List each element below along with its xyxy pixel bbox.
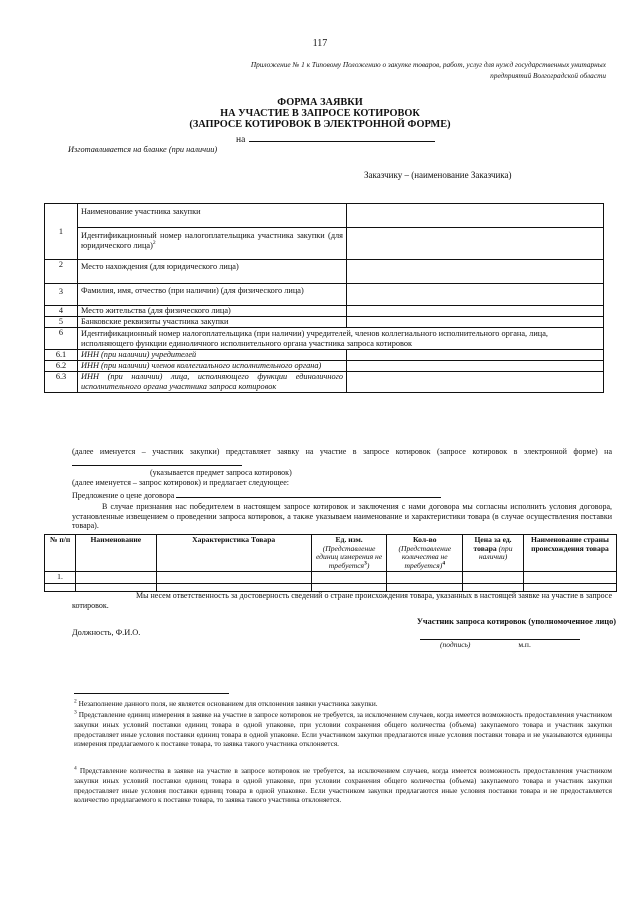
col-unit-header: Ед. изм. (Представление единиц измерения не требуется$^3$) bbox=[311, 535, 387, 572]
row-value[interactable] bbox=[347, 372, 604, 393]
page-number: 117 bbox=[312, 38, 328, 49]
row-label: Наименование участника закупки bbox=[78, 204, 347, 228]
row-label: Идентификационный номер налогоплательщика (при наличии) учредителей, членов коллегиального исполнительного органа, лица, исполняющего функции единоличного исполнительного органа участника запроса котировок bbox=[78, 328, 604, 350]
cell-country[interactable] bbox=[523, 572, 616, 584]
participant-info-table bbox=[44, 203, 604, 393]
price-field[interactable] bbox=[176, 489, 441, 498]
row-number: 1 bbox=[45, 204, 78, 260]
table-row bbox=[45, 372, 604, 393]
table-header-row bbox=[45, 535, 617, 572]
footnote-4: $^4$ Представление количества в заявке на участие в запросе котировок не требуется, за исключением случаев, когда имеется возможность предоставления участником закупки иных условий поставки единиц товара в одной упаковке, при условии сохранения общего количества (объема) закупаемого товара и участник закупки предоставляет иные условия поставки единиц товара в одной упаковке. Если участником закупки предлагаются иные условия поставки товара и не предоставляется количество предлагаемого к поставке товара, то заявка такого участника отклоняется. bbox=[74, 765, 613, 805]
row-number: 4 bbox=[45, 306, 78, 317]
signature-title: Участник запроса котировок (уполномоченное лицо) bbox=[416, 617, 616, 626]
row-number: 5 bbox=[45, 317, 78, 328]
title-line-2: НА УЧАСТИЕ В ЗАПРОСЕ КОТИРОВОК bbox=[220, 108, 420, 119]
table-row bbox=[45, 284, 604, 306]
hereinafter-text: (далее именуется – запрос котировок) и предлагает следующее: bbox=[72, 478, 289, 487]
row-number: 1. bbox=[45, 572, 76, 584]
row-value[interactable] bbox=[347, 361, 604, 372]
cell-unit[interactable] bbox=[311, 572, 387, 584]
table-row bbox=[45, 361, 604, 372]
row-label: ИНН (при наличии) лица, исполняющего функции единоличного исполнительного органа участника запроса котировок bbox=[78, 372, 347, 393]
na-label: на bbox=[236, 135, 246, 145]
col-name-header: Наименование bbox=[76, 535, 157, 572]
row-label: Место жительства (для физического лица) bbox=[78, 306, 347, 317]
subject-underline[interactable] bbox=[249, 132, 435, 142]
row-label: ИНН (при наличии) учредителей bbox=[78, 350, 347, 361]
row-label: Банковские реквизиты участника закупки bbox=[78, 317, 347, 328]
position-label: Должность, Ф.И.О. bbox=[72, 628, 141, 637]
cell-qty[interactable] bbox=[387, 572, 463, 584]
table-row bbox=[45, 317, 604, 328]
table-row bbox=[45, 306, 604, 317]
table-row bbox=[45, 572, 617, 584]
cell-name[interactable] bbox=[76, 572, 157, 584]
table-row bbox=[45, 228, 604, 260]
subject-caption: (указывается предмет запроса котировок) bbox=[150, 468, 292, 477]
customer-line: Заказчику – (наименование Заказчика) bbox=[364, 170, 512, 180]
col-price-header: Цена за ед. товара (при наличии) bbox=[463, 535, 524, 572]
signature-caption: (подпись) м.п. bbox=[440, 640, 531, 649]
col-country-header: Наименование страны происхождения товара bbox=[523, 535, 616, 572]
table-row bbox=[45, 350, 604, 361]
col-qty-header: Кол-во (Представление количества не требуется)$^4$ bbox=[387, 535, 463, 572]
row-number: 6.3 bbox=[45, 372, 78, 393]
row-label: ИНН (при наличии) членов коллегиального исполнительного органа) bbox=[78, 361, 347, 372]
table-row bbox=[45, 204, 604, 228]
title-line-1: ФОРМА ЗАЯВКИ bbox=[277, 97, 363, 108]
col-char-header: Характеристика Товара bbox=[156, 535, 311, 572]
row-number: 6.2 bbox=[45, 361, 78, 372]
form-title bbox=[0, 97, 640, 130]
row-value[interactable] bbox=[347, 284, 604, 306]
row-number: 6.1 bbox=[45, 350, 78, 361]
annex-note: Приложение № 1 к Типовому Положению о закупке товаров, работ, услуг для нужд государственных унитарных предприятий Волгоградской области bbox=[250, 60, 606, 80]
intro-paragraph: (далее именуется – участник закупки) представляет заявку на участие в запросе котировок (запросе котировок в электронной форме) на bbox=[72, 447, 612, 468]
row-value[interactable] bbox=[347, 228, 604, 260]
row-number: 2 bbox=[45, 260, 78, 284]
row-label: Идентификационный номер налогоплательщика участника закупки (для юридического лица)$^2$ bbox=[78, 228, 347, 260]
blank-note: Изготавливается на бланке (при наличии) bbox=[68, 145, 218, 154]
winner-paragraph: В случае признания нас победителем в настоящем запросе котировок и заключения с нами договора мы согласны исполнить условия договора, установленные извещением о проведении запроса котировок, а также указываем наименование и характеристики товара (в случае осуществления поставки товара). bbox=[72, 502, 612, 531]
goods-table bbox=[44, 534, 617, 592]
row-value[interactable] bbox=[347, 317, 604, 328]
footnote-3: $^3$ Представление единиц измерения в заявке на участие в запросе котировок не требуется, за исключением случаев, когда имеется возможность предоставления участником закупки иных условий поставки единиц товара в одной упаковке, при условии сохранения общего количества (объема) закупаемого товара и участник закупки предоставляет иные условия поставки единиц товара в одной упаковке. Если участником закупки предлагаются иные условия поставки товара и не указываются единицы измерения предлагаемого к поставке товара, то заявка такого участника отклоняется. bbox=[74, 709, 613, 749]
row-value[interactable] bbox=[347, 260, 604, 284]
row-value[interactable] bbox=[347, 350, 604, 361]
price-offer: Предложение о цене договора bbox=[72, 489, 441, 501]
title-line-3: (ЗАПРОСЕ КОТИРОВОК В ЭЛЕКТРОННОЙ ФОРМЕ) bbox=[189, 119, 451, 130]
subject-field[interactable] bbox=[72, 457, 242, 466]
responsibility-text: Мы несем ответственность за достоверность сведений о стране происхождения товара, указанных в настоящей заявке на участие в запросе котировок. bbox=[72, 591, 612, 610]
row-number: 6 bbox=[45, 328, 78, 350]
row-number: 3 bbox=[45, 284, 78, 306]
footnote-divider bbox=[74, 693, 229, 694]
col-num-header: № п/п bbox=[45, 535, 76, 572]
subject-line bbox=[236, 132, 435, 145]
row-value[interactable] bbox=[347, 306, 604, 317]
cell-char[interactable] bbox=[156, 572, 311, 584]
table-row bbox=[45, 328, 604, 350]
row-label: Место нахождения (для юридического лица) bbox=[78, 260, 347, 284]
cell-price[interactable] bbox=[463, 572, 524, 584]
table-row bbox=[45, 260, 604, 284]
footnote-2: $^2$ Незаполнение данного поля, не является основанием для отклонения заявки участника закупки. bbox=[74, 698, 378, 708]
row-value[interactable] bbox=[347, 204, 604, 228]
row-label: Фамилия, имя, отчество (при наличии) (для физического лица) bbox=[78, 284, 347, 306]
